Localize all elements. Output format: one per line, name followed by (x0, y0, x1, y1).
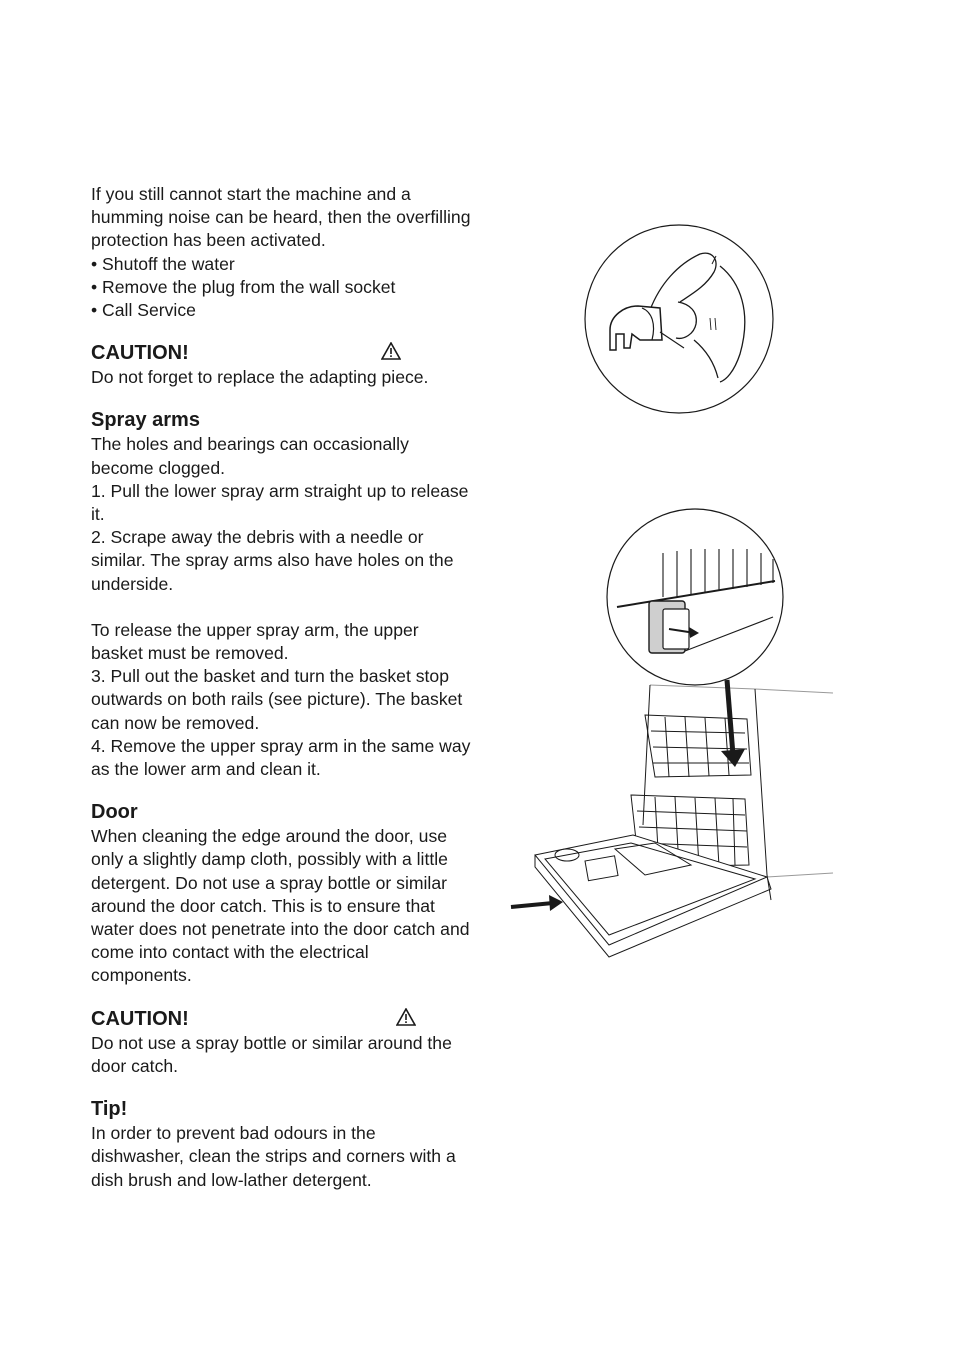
caution-heading-text: CAUTION! (91, 1007, 189, 1030)
spray-arms-step: 3. Pull out the basket and turn the basket stop outwards on both rails (see picture). The basket can now be removed. (91, 666, 463, 733)
intro-paragraph: If you still cannot start the machine and a humming noise can be heard, then the overfilling protection has been activated. (91, 184, 471, 251)
caution-text: Do not forget to replace the adapting piece. (91, 367, 429, 388)
door-text: When cleaning the edge around the door, use only a slightly damp cloth, possibly with a little detergent. Do not use a spray bottle or similar around the door catch. This is to ensure that water does not penetrate into the door catch and come into contact with the electrical components. (91, 826, 470, 986)
adapting-piece-illustration (580, 222, 780, 418)
caution-heading (91, 340, 471, 366)
caution-text: Do not use a spray bottle or similar around the door catch. (91, 1032, 452, 1076)
warning-triangle-icon (381, 342, 401, 360)
caution-heading-text: CAUTION! (91, 342, 189, 365)
door-heading: Door (91, 801, 138, 824)
text-column (91, 183, 471, 1192)
tip-heading: Tip! (91, 1098, 128, 1121)
spray-arms-step: 2. Scrape away the debris with a needle or similar. The spray arms also have holes on the underside. (91, 527, 454, 594)
spray-arms-step: 1. Pull the lower spray arm straight up to release it. (91, 480, 469, 525)
spray-arms-step: 4. Remove the upper spray arm in the same way as the lower arm and clean it. (91, 735, 471, 780)
caution-heading (91, 1006, 471, 1032)
spray-arms-paragraph: To release the upper spray arm, the upper basket must be removed. (91, 619, 419, 664)
intro-step: • Shutoff the water (91, 253, 235, 274)
intro-step: • Call Service (91, 300, 196, 321)
warning-triangle-icon (396, 1008, 416, 1026)
intro-step: • Remove the plug from the wall socket (91, 276, 396, 297)
spray-arms-paragraph: The holes and bearings can occasionally become clogged. (91, 434, 409, 478)
tip-text: In order to prevent bad odours in the dishwasher, clean the strips and corners with a dish brush and low-lather detergent. (91, 1123, 456, 1190)
spray-arms-heading: Spray arms (91, 409, 200, 432)
dishwasher-basket-illustration (505, 505, 845, 960)
